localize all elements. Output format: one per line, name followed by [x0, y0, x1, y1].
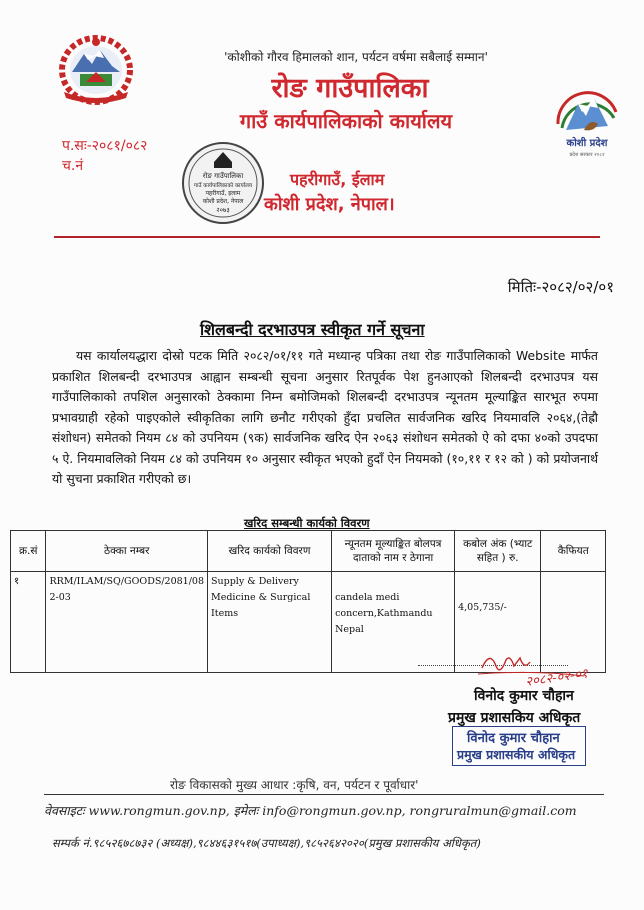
reference-number: प.सः-२०८१/०८२ — [62, 138, 148, 154]
footer-phone: सम्पर्क नं.९८५२६७८७३२ (अध्यक्ष),९८४४६३१५१७(उपाध्यक्ष),९८५२६४२०२०(प्रमुख प्रशासकीय अधिकृत) — [52, 836, 481, 850]
notice-body: यस कार्यालयद्धारा दोस्रो पटक मिति २०८२/०१/११ गते मध्यान्ह पत्रिका तथा रोङ गाउँपालिकाको Website मार्फत प्रकाशित शिलबन्दी दरभाउपत्र आह्वान सम्बन्धी सूचना अनुसार रितपूर्वक पेश हुनआएको शिलबन्दी दरभाउपत्र यस गाउँपालिकाको तपशिल अनुसारको ठेक्कामा निम्न बमोजिमको शिलबन्दी दरभाउपत्र न्यूनतम मूल्याङ्कित सारभूत रुपमा प्रभावग्राही रहेको पाइएकोले स्वीकृतिका लागि छनौट गरीएको हुँदा प्रचलित सार्वजनिक खरिद नियमावलि २०६४,(तेह्रौ संशोधन) समेतको नियम ८४ को उपनियम (९क) सार्वजनिक खरिद ऐन २०६३ संशोधन समेतको ऐ को दफा ४०को उपदफा ५ ऐ. नियमावलिको नियम ८४ को उपनियम १० अनुसार स्वीकृत भएको हुदाँ ऐन नियमको (१०,११ र १२ को ) को प्रयोजनार्थ यो सुचना प्रकाशित गरीएको छ। — [52, 348, 598, 486]
svg-text:गाउँ कार्यपालिकाको कार्यालय: गाउँ कार्यपालिकाको कार्यालय — [193, 183, 253, 189]
signatory-name: विनोद कुमार चौहान — [474, 688, 574, 704]
col-header-contract-no: ठेक्का नम्बर — [46, 531, 208, 572]
footer-divider — [44, 794, 604, 795]
footer-web-email: वेवसाइटः www.rongmun.gov.np, इमेलः info@rongmun.gov.np, rongruralmun@gmail.com — [44, 803, 577, 818]
cell-amount: 4,05,735/- — [455, 572, 541, 673]
svg-text:रोङ गाउँपालिका: रोङ गाउँपालिका — [202, 172, 244, 180]
right-logo-text: कोशी प्रदेश — [566, 138, 608, 149]
signatory-stamp — [452, 726, 586, 766]
signatory-title: प्रमुख प्रशासकिय अधिकृत — [448, 710, 581, 726]
cell-sn: १ — [11, 572, 46, 673]
col-header-remarks: कैफियत — [541, 531, 606, 572]
col-header-sn: क्र.सं — [11, 531, 46, 572]
cell-bidder: candela medi concern,Kathmandu Nepal — [332, 572, 455, 673]
notice-date: मितिः-२०८२/०२/०१ — [507, 278, 614, 296]
col-header-bidder: न्यूनतम मूल्याङ्कित बोलपत्र दाताको नाम र ठेगाना — [332, 531, 455, 572]
notice-title: शिलबन्दी दरभाउपत्र स्वीकृत गर्ने सूचना — [200, 320, 425, 339]
address-line-1: पहरीगाउँ, ईलाम — [290, 170, 385, 189]
col-header-amount: कबोल अंक (भ्याट सहित ) रु. — [455, 531, 541, 572]
office-name: गाउँ कार्यपालिकाको कार्यालय — [239, 109, 453, 133]
header-divider — [54, 236, 600, 238]
cell-description: Supply & Delivery Medicine & Surgical Items — [208, 572, 332, 673]
svg-text:२०७३: २०७३ — [216, 206, 230, 214]
table-header-row — [11, 531, 606, 572]
signature-date: २०८२-०२-०१ — [524, 666, 589, 690]
svg-text:कोशी प्रदेश, नेपाल: कोशी प्रदेश, नेपाल — [202, 198, 244, 205]
cell-contract-no: RRM/ILAM/SQ/GOODS/2081/08 2-03 — [46, 572, 208, 673]
right-logo-subtext: प्रदेश सरकार २०८२ — [569, 152, 605, 158]
motto: 'कोशीको गौरव हिमालको शान, पर्यटन वर्षमा सबैलाई सम्मान' — [224, 50, 488, 64]
address-line-2: कोशी प्रदेश, नेपाल। — [264, 194, 395, 215]
municipality-name: रोङ गाउँपालिका — [271, 73, 429, 104]
col-header-description: खरिद कार्यको विवरण — [208, 531, 332, 572]
svg-text:पहरीगाउँ, इलाम: पहरीगाउँ, इलाम — [205, 190, 241, 197]
stamp-name: विनोद कुमार चौहान — [467, 731, 560, 746]
dispatch-number: च.नं — [62, 158, 84, 174]
footer-tagline: रोङ विकासको मुख्य आधार :कृषि, वन, पर्यटन र पूर्वाधार' — [170, 778, 419, 792]
stamp-title: प्रमुख प्रशासकीय अधिकृत — [457, 747, 576, 762]
koshi-pradesh-logo-icon — [548, 84, 626, 162]
nepal-emblem-icon — [56, 32, 136, 106]
office-seal — [180, 140, 266, 226]
table-caption: खरिद सम्बन्धी कार्यको विवरण — [244, 516, 370, 530]
